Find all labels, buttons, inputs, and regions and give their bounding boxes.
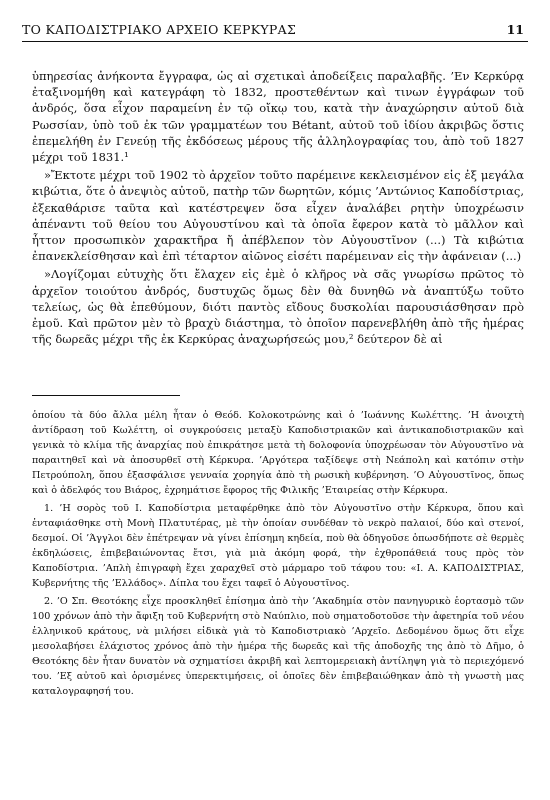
footnote-1: 1. ’Η σορὸς τοῦ Ι. Καποδίστρια μεταφέρθηκε ἀπὸ τὸν Αὐγουστῖνο στὴν Κέρκυρα, ὅπου καὶ ἐνταφιάσθηκε στὴ Μονὴ Πλατυτέρας, μὲ τὴν ὁποίαν συνδέθαν τὸ νεκρὸ παλαιοί, δύο καὶ στενοί, δεσμοί. Οἱ ’Άγγλοι δὲν ἐπέτρεψαν νὰ γίνει ἐπίσημη κηδεία, ποὺ θὰ ὁδηγοῦσε ὁπωσδήποτε σὲ θερμὲς ἐκδηλώσεις, ἐπιβεβαιώνοντας ἔτσι, γιὰ μιὰ ἀκόμη φορά, τὴν ἐχθροπάθειά τους πρὸς τὸν Καποδίστρια. ’Απλὴ ἐπιγραφὴ ἔχει χαραχθεῖ στὸ μάρμαρο τοῦ τάφου του: «Ι. Α. ΚΑΠΟΔΙΣΤΡΙΑΣ, Κυβερνήτης τῆς ’Ελλάδος». Δίπλα του ἔχει ταφεῖ ὁ Αὐγουστῖνος. bbox=[32, 503, 524, 589]
header-rule bbox=[22, 41, 528, 42]
footnotes bbox=[32, 408, 524, 702]
body-paragraph: »Ἔκτοτε μέχρι τοῦ 1902 τὸ ἀρχεῖον τοῦτο παρέμεινε κεκλεισμένον εἰς ἐξ μεγάλα κιβώτια, ὅτε ὁ ἀνεψιὸς αὐτοῦ, πατὴρ τῶν δωρητῶν, κόμις ’Αντώνιος Καποδίστριας, ἐξεκαθάρισε ταῦτα καὶ κατέστρεψεν ὅσα εἶχεν ἀναλάβει ρητὴν ὑποχρέωσιν ἀπέναντι τοῦ θείου του Αὐγουστίνου καὶ τὰ ὁποῖα ἔφερον κατὰ τὸ μᾶλλον καὶ ἧττον προσωπικὸν χαρακτῆρα ἤ ἀπέβλεπον τὸν Αὐγουστῖνον (...) Τὰ κιβώτια ἐπανεκλείσθησαν καὶ ἐπὶ τέταρτον αἰῶνος εἰσέτι παρέμειναν εἰς τὴν ἀφάνειαν (...) bbox=[32, 168, 524, 264]
footnote-continuation: ὁποίου τὰ δύο ἄλλα μέλη ἦταν ὁ Θεόδ. Κολοκοτρώνης καὶ ὁ ’Ιωάννης Κωλέττης. ’Η ἀνοιχτὴ ἀντίδραση τοῦ Κωλέττη, οἱ συγκρούσεις μεταξὺ Καποδιστριακῶν καὶ ἀντικαποδιστριακῶν καὶ γενικὰ τὸ κλίμα τῆς ἀναρχίας ποὺ ἐπικράτησε μετὰ τὴ δολοφονία ὑποχρέωσαν τὸν Αὐγουστῖνο νὰ παραιτηθεῖ καὶ νὰ ἀποσυρθεῖ στὴ Κέρκυρα. ’Αργότερα ταξίδεψε στὴ Νεάπολη καὶ κατόπιν στὴν Πετρούπολη, ὅπου ἐξασφάλισε γενναία χορηγία ἀπὸ τὴ ρωσικὴ κυβέρνηση. ’Ο Αὐγουστῖνος, ὅπως καὶ ὁ ἀδελφός του Βιάρος, ἐχρημάτισε ἔφορος τῆς Φιλικῆς ’Εταιρείας στὴν Κέρκυρα. bbox=[32, 410, 524, 496]
body-paragraph: »Λογίζομαι εὐτυχὴς ὅτι ἔλαχεν εἰς ἐμὲ ὁ κλῆρος νὰ σᾶς γνωρίσω πρῶτος τὸ ἀρχεῖον τοιούτου ἀνδρός, δυστυχῶς ὅμως δὲν θὰ δυνηθῶ νὰ ἀναπτύξω τοῦτο τελείως, ὡς θὰ ἐπεθύμουν, διότι παντὸς εἴδους δυσκολίαι παρουσιάσθησαν πρὸ ἐμοῦ. Καὶ πρῶτον μὲν τὸ βραχὺ διάστημα, τὸ ὁποῖον παρενεβλήθη ἀπὸ τῆς ἡμέρας τῆς δωρεᾶς μέχρι τῆς ἐκ Κερκύρας ἀναχωρήσεώς μου,² δεύτερον δὲ αἱ bbox=[32, 267, 524, 347]
running-header bbox=[22, 22, 528, 44]
body-paragraph: ὑπηρεσίας ἀνήκοντα ἔγγραφα, ὡς αἱ σχετικαὶ ἀποδείξεις παραλαβῆς. ’Εν Κερκύρᾳ ἐταξινομήθη καὶ κατεγράφη τὸ 1832, προστεθέντων καὶ τινων ἐγγράφων τοῦ ἀνδρός, ὅσα εἶχον παραμείνη ἐν τῷ οἴκῳ του, κατὰ τὴν ἀναχώρησιν αὐτοῦ διὰ Ρωσσίαν, ὑπὸ τοῦ ἐκ τῶν γραμματέων του Bétant, αὐτοῦ τοῦ ἰδίου ἀκριβῶς ὅστις ἐπεμελήθη ἐν Γενεύῃ τῆς ἐκδόσεως μέρους τῆς ἀλληλογραφίας του, ἀπὸ τοῦ 1827 μέχρι τοῦ 1831.¹ bbox=[32, 69, 524, 165]
main-text bbox=[32, 68, 524, 349]
footnote-rule bbox=[32, 395, 180, 396]
running-title: ΤΟ ΚΑΠΟΔΙΣΤΡΙΑΚΟ ΑΡΧΕΙΟ ΚΕΡΚΥΡΑΣ bbox=[22, 22, 297, 37]
footnote-2: 2. ’Ο Σπ. Θεοτόκης εἶχε προσκληθεῖ ἐπίσημα ἀπὸ τὴν ’Ακαδημία στὸν πανηγυρικὸ ἑορτασμὸ τῶν 100 χρόνων ἀπὸ τὴν ἄφιξη τοῦ Κυβερνήτη στὸ Ναύπλιο, ποὺ σηματοδοτοῦσε τὴν ἀφετηρία τοῦ νέου ἑλληνικοῦ κράτους, νὰ μιλήσει εἰδικὰ γιὰ τὸ Καποδιστριακὸ ’Αρχεῖο. Δεδομένου ὅμως ὅτι εἶχε μεσολαβήσει ἐλάχιστος χρόνος ἀπὸ τὴν ἡμέρα τῆς δωρεᾶς καὶ τῆς ἀποδοχῆς της ἀπὸ τὸ Δῆμο, ὁ Θεοτόκης δὲν ἦταν δυνατὸν νὰ σχηματίσει ἀκριβῆ καὶ λεπτομερειακὴ ἀντίληψη γιὰ τὸ περιεχόμενό του. ’Εξ αὐτοῦ καὶ ὁρισμένες ὑπερεκτιμήσεις, οἱ ὁποῖες δὲν ἐπιβεβαιώθηκαν ἀπὸ τὴ γνωστὴ μας καταλογραφησή του. bbox=[32, 596, 524, 697]
page-number: 11 bbox=[506, 22, 524, 37]
